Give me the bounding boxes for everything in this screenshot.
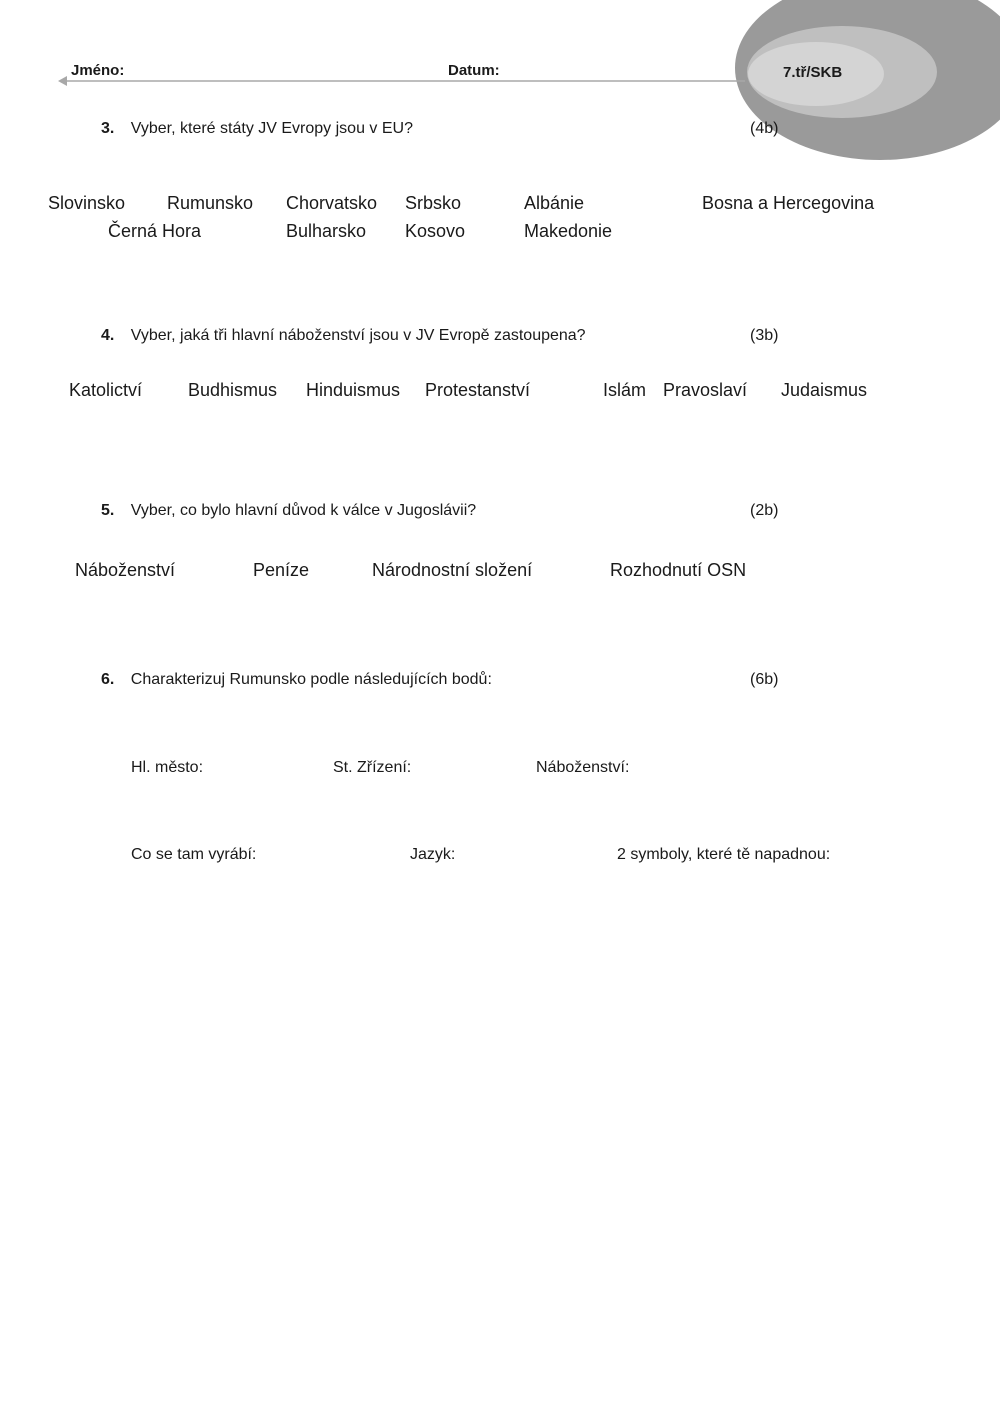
option-kosovo[interactable]: Kosovo bbox=[405, 221, 466, 241]
header-decoration bbox=[0, 0, 1000, 170]
option-albanie[interactable]: Albánie bbox=[524, 193, 585, 213]
question-5 bbox=[101, 502, 476, 520]
header-arrow-icon bbox=[58, 76, 67, 86]
option-cerna-hora[interactable]: Černá Hora bbox=[108, 221, 202, 241]
question-text: Vyber, které státy JV Evropy jsou v EU? bbox=[130, 120, 413, 137]
date-label: Datum: bbox=[448, 62, 500, 79]
option-islam[interactable]: Islám bbox=[603, 380, 647, 400]
option-rumunsko[interactable]: Rumunsko bbox=[167, 193, 254, 213]
question-3-points: (4b) bbox=[750, 120, 779, 137]
field-government[interactable]: St. Zřízení: bbox=[333, 759, 412, 776]
question-number: 5. bbox=[101, 502, 115, 519]
option-srbsko[interactable]: Srbsko bbox=[405, 193, 462, 213]
field-religion[interactable]: Náboženství: bbox=[536, 759, 630, 776]
question-number: 3. bbox=[101, 120, 115, 137]
field-language[interactable]: Jazyk: bbox=[410, 846, 456, 863]
question-4 bbox=[101, 327, 586, 345]
question-text: Vyber, jaká tři hlavní náboženství jsou v JV Evropě zastoupena? bbox=[130, 327, 586, 344]
option-katolictvi[interactable]: Katolictví bbox=[69, 380, 143, 400]
question-4-points: (3b) bbox=[750, 327, 779, 344]
question-6-points: (6b) bbox=[750, 671, 779, 688]
option-bulharsko[interactable]: Bulharsko bbox=[286, 221, 367, 241]
option-rozhodnuti-osn[interactable]: Rozhodnutí OSN bbox=[610, 560, 747, 580]
question-text: Charakterizuj Rumunsko podle následujících bodů: bbox=[130, 671, 492, 688]
option-budhismus[interactable]: Budhismus bbox=[188, 380, 278, 400]
option-hinduismus[interactable]: Hinduismus bbox=[306, 380, 401, 400]
question-3 bbox=[101, 120, 413, 138]
class-badge: 7.tř/SKB bbox=[783, 64, 843, 81]
option-chorvatsko[interactable]: Chorvatsko bbox=[286, 193, 378, 213]
question-number: 6. bbox=[101, 671, 115, 688]
option-bosna-a-hercegovina[interactable]: Bosna a Hercegovina bbox=[702, 193, 875, 213]
field-symbols[interactable]: 2 symboly, které tě napadnou: bbox=[617, 846, 831, 863]
option-nabozenstvi[interactable]: Náboženství bbox=[75, 560, 176, 580]
option-slovinsko[interactable]: Slovinsko bbox=[48, 193, 126, 213]
option-narodnostni-slozeni[interactable]: Národnostní složení bbox=[372, 560, 533, 580]
option-makedonie[interactable]: Makedonie bbox=[524, 221, 613, 241]
name-label: Jméno: bbox=[71, 62, 125, 79]
option-judaismus[interactable]: Judaismus bbox=[781, 380, 868, 400]
question-6 bbox=[101, 671, 492, 689]
question-number: 4. bbox=[101, 327, 115, 344]
option-protestanstvi[interactable]: Protestanství bbox=[425, 380, 531, 400]
field-capital-city[interactable]: Hl. město: bbox=[131, 759, 204, 776]
option-penize[interactable]: Peníze bbox=[253, 560, 310, 580]
question-text: Vyber, co bylo hlavní důvod k válce v Jugoslávii? bbox=[130, 502, 477, 519]
question-5-points: (2b) bbox=[750, 502, 779, 519]
field-products[interactable]: Co se tam vyrábí: bbox=[131, 846, 257, 863]
option-pravoslavi[interactable]: Pravoslaví bbox=[663, 380, 748, 400]
